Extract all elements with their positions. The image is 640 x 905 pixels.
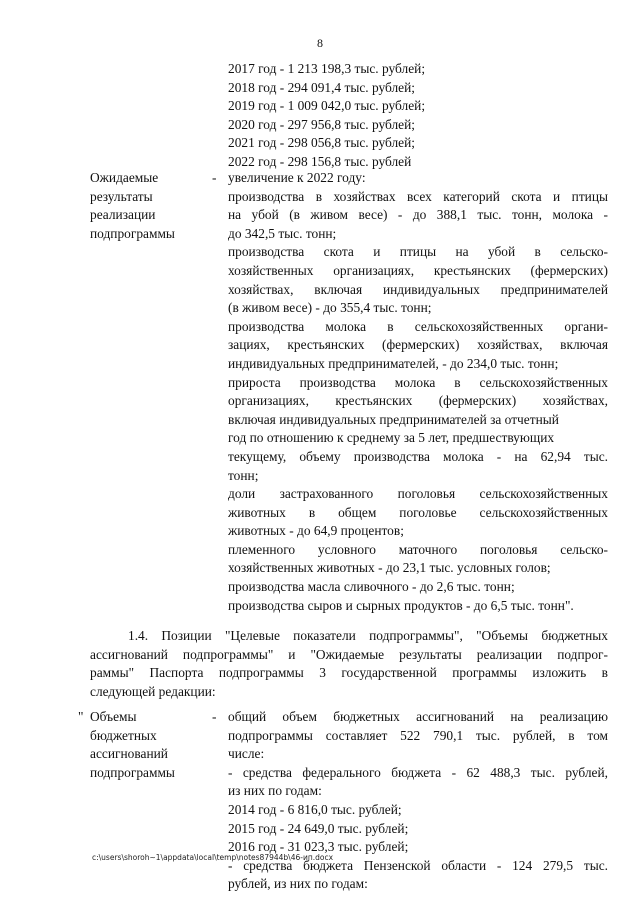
funding-years-list (228, 60, 608, 172)
text-line: индивидуальных предпринимателей, - до 234,0 тыс. тонн; (228, 355, 559, 371)
funding-year-line: 2022 год - 298 156,8 тыс. рублей (228, 153, 412, 169)
funding-year-line: 2018 год - 294 091,4 тыс. рублей; (228, 79, 415, 95)
text-line: 2015 год - 24 649,0 тыс. рублей; (228, 820, 409, 836)
budget-text (228, 708, 608, 894)
page-number: 8 (317, 36, 323, 50)
text-line: хозяйственных организациях, крестьянских (фермерских) (228, 262, 608, 278)
text-line: год по отношению к среднему за 5 лет, предшествующих (228, 430, 555, 446)
text-line: тонн; (228, 467, 259, 483)
text-line: доли застрахованного поголовья сельскохозяйственных (228, 486, 608, 502)
paragraph-1-4 (90, 627, 608, 701)
text-line: животных в общем поголовье сельскохозяйственных (228, 504, 608, 520)
paragraph-line: ассигнований подпрограммы" и "Ожидаемые результаты реализации подпрог- (90, 646, 608, 662)
text-line: - средства федерального бюджета - 62 488,3 тыс. рублей, (228, 764, 608, 780)
paragraph-line: раммы" Паспорта подпрограммы 3 государственной программы изложить в (90, 665, 608, 681)
text-line: производства в хозяйствах всех категорий скота и птицы (228, 188, 608, 204)
funding-year-line: 2017 год - 1 213 198,3 тыс. рублей; (228, 61, 426, 76)
text-line: - средства бюджета Пензенской области - 124 279,5 тыс. (228, 857, 608, 873)
text-line: на убой (в живом весе) - до 388,1 тыс. тонн, молока - (228, 207, 608, 223)
text-line: подпрограммы составляет 522 790,1 тыс. рублей, в том (228, 727, 608, 743)
text-line: производства скота и птицы на убой в сельско- (228, 244, 608, 260)
text-line: хозяйственных животных - до 23,1 тыс. условных голов; (228, 560, 551, 576)
text-line: племенного условного маточного поголовья сельско- (228, 541, 608, 557)
budget-label: Объемы бюджетных ассигнований подпрограммы (90, 709, 175, 780)
text-line: текущему, объему производства молока - на 62,94 тыс. (228, 448, 608, 464)
budget-dash: - (212, 709, 217, 724)
text-line: зациях, крестьянских (фермерских) хозяйствах, включая (228, 337, 608, 353)
text-line: общий объем бюджетных ассигнований на реализацию (228, 709, 608, 724)
text-line: производства масла сливочного - до 2,6 тыс. тонн; (228, 579, 515, 595)
text-line: организациях, крестьянских (фермерских) хозяйствах, (228, 393, 608, 409)
text-line: (в живом весе) - до 355,4 тыс. тонн; (228, 300, 432, 316)
text-line: рублей, из них по годам: (228, 876, 368, 892)
expected-results-text (228, 169, 608, 615)
funding-year-line: 2019 год - 1 009 042,0 тыс. рублей; (228, 98, 426, 114)
opening-quote-mark: " (78, 709, 84, 724)
funding-year-line: 2020 год - 297 956,8 тыс. рублей; (228, 116, 415, 132)
text-line: увеличение к 2022 году: (228, 170, 366, 185)
expected-results-dash: - (212, 170, 217, 185)
text-line: производства молока в сельскохозяйственных органи- (228, 318, 608, 334)
text-line: хозяйствах, включая индивидуальных предпринимателей (228, 281, 608, 297)
footer-file-path: c:\users\shoroh~1\appdata\local\temp\notes87944b\46-ип.docx (92, 853, 334, 862)
paragraph-line: 1.4. Позиции "Целевые показатели подпрограммы", "Объемы бюджетных (128, 628, 608, 643)
expected-results-label: Ожидаемые результаты реализации подпрограммы (90, 170, 175, 241)
text-line: прироста производства молока в сельскохозяйственных (228, 374, 608, 390)
text-line: включая индивидуальных предпринимателей за отчетный (228, 411, 559, 427)
text-line: животных - до 64,9 процентов; (228, 523, 404, 539)
text-line: числе: (228, 746, 265, 762)
text-line: производства сыров и сырных продуктов - до 6,5 тыс. тонн". (228, 597, 574, 613)
text-line: из них по годам: (228, 783, 322, 799)
paragraph-line: следующей редакции: (90, 683, 216, 699)
funding-year-line: 2021 год - 298 056,8 тыс. рублей; (228, 135, 415, 151)
text-line: 2014 год - 6 816,0 тыс. рублей; (228, 801, 402, 817)
text-line: до 342,5 тыс. тонн; (228, 225, 337, 241)
text-line: 2016 год - 31 023,3 тыс. рублей; (228, 839, 409, 855)
